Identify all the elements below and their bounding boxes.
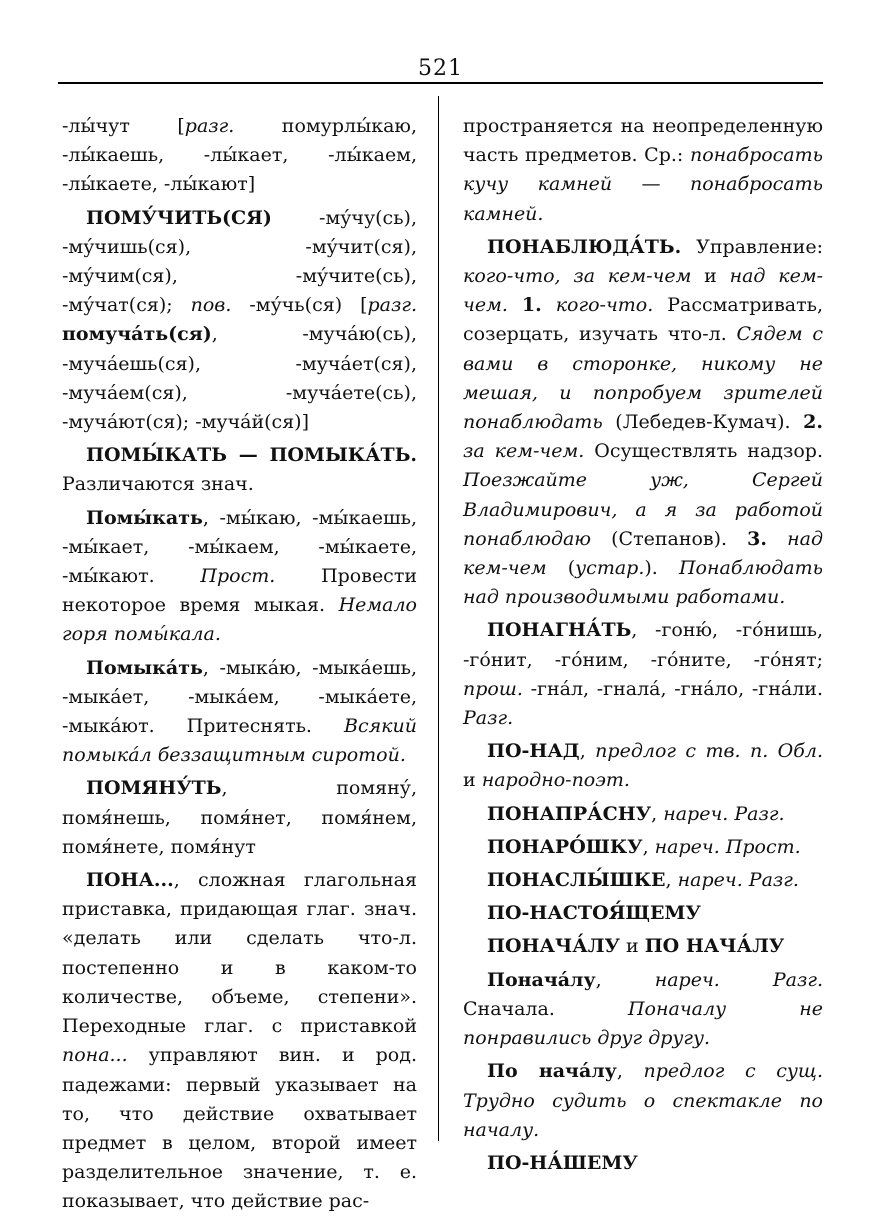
- entry-ponablyudat: ПОНАБЛЮДА́ТЬ. Управление: кого-что, за кем-чем и над кем-чем. 1. кого-что. Рассматривать, созерцать, изучать что-л. Сядем с вами в сторонке, никому не мешая, и попробуем зрителей понаблюдать (Лебедев-Кумач). 2. за кем-чем. Осуществлять надзор. Поезжайте уж, Сергей Владимирович, а я за работой понаблюдаю (Степанов). 3. над кем-чем (устар.). Понаблюдать над производимыми работами.: [463, 235, 824, 609]
- entry-pomykat-2: Помыкáть, -мыкáю, -мыкáешь, -мыкáет, -мыкáем, -мыкáете, -мыкáют. Притеснять. Всякий помыкáл беззащитным сиротой.: [62, 656, 417, 767]
- entry-ponachalu-heading: ПОНАЧА́ЛУ и ПО НАЧА́ЛУ: [487, 935, 785, 958]
- column-divider: [438, 96, 439, 1141]
- entry-ponaslyshke: ПОНАСЛЫ́ШКЕ, нареч. Разг.: [487, 869, 799, 892]
- left-column: [62, 112, 417, 1221]
- entry-ponaprasnu: ПОНАПРА́СНУ, нареч. Разг.: [487, 802, 785, 825]
- page-number: 521: [418, 56, 463, 81]
- entry-pomykat-heading: ПОМЫ́КАТЬ — ПОМЫКА́ТЬ. Различаются знач.: [62, 444, 417, 496]
- entry-ponachalu-adv: Поначáлу, нареч. Разг. Сначала. Поначалу не понравились друг другу.: [463, 968, 823, 1050]
- entry-pona-continuation: пространяется на неопределенную часть предметов. Ср.: понабросать кучу камней — понабросать камней.: [463, 115, 823, 225]
- entry-po-nashemu: ПО-НА́ШЕМУ: [487, 1151, 638, 1174]
- entry-pomyanut: ПОМЯНУ́ТЬ, помяну́, помя́нешь, помя́нет, помя́нем, помя́нете, помя́нут: [62, 777, 417, 858]
- entry-po-nastoyashchemu: ПО-НАСТОЯ́ЩЕМУ: [487, 902, 701, 925]
- entry-po-nad: ПО-НАД, предлог с тв. п. Обл. и народно-поэт.: [463, 740, 823, 792]
- entry-ponagnat: ПОНАГНА́ТЬ, -гоню́, -го́нишь, -го́нит, -го́ним, -го́ните, -го́нят; прош. -гна́л, -гнала́, -гна́ло, -гна́ли. Разг.: [463, 619, 823, 730]
- right-column: [463, 112, 823, 1182]
- entry-continuation: -лы́чут [разг. помурлы́каю, -лы́каешь, -лы́кает, -лы́каем, -лы́каете, -лы́кают]: [62, 115, 417, 196]
- entry-po-nachalu-prep: По начáлу, предлог с сущ. Трудно судить о спектакле по началу.: [463, 1060, 823, 1141]
- entry-pona: ПОНА..., сложная глагольная приставка, придающая глаг. знач. «делать или сделать что-л. постепенно и в каком-то количестве, объеме, степени». Переходные глаг. с приставкой пона... управляют вин. и род. падежами: первый указывает на то, что действие охватывает предмет в целом, второй имеет разделительное значение, т. е. показывает, что действие рас-: [62, 869, 417, 1213]
- entry-pomuchit: ПОМУ́ЧИТЬ(СЯ) -му́чу(сь), -му́чишь(ся), -му́чит(ся), -му́чим(ся), -му́чите(сь), -му́чат(ся); пов. -му́чь(ся) [разг. помучáть(ся), -мучáю(сь), -мучáешь(ся), -мучáет(ся), -мучáем(ся), -мучáете(сь), -мучáют(ся); -мучáй(ся)]: [62, 206, 417, 434]
- entry-pomykat-1: Помы́кать, -мы́каю, -мы́каешь, -мы́кает, -мы́каем, -мы́каете, -мы́кают. Прост. Провести некоторое время мыкая. Немало горя помы́кала.: [62, 506, 417, 646]
- header-rule: [58, 82, 823, 84]
- entry-ponaroshku: ПОНАРО́ШКУ, нареч. Прост.: [487, 835, 801, 858]
- page-header: [58, 52, 823, 84]
